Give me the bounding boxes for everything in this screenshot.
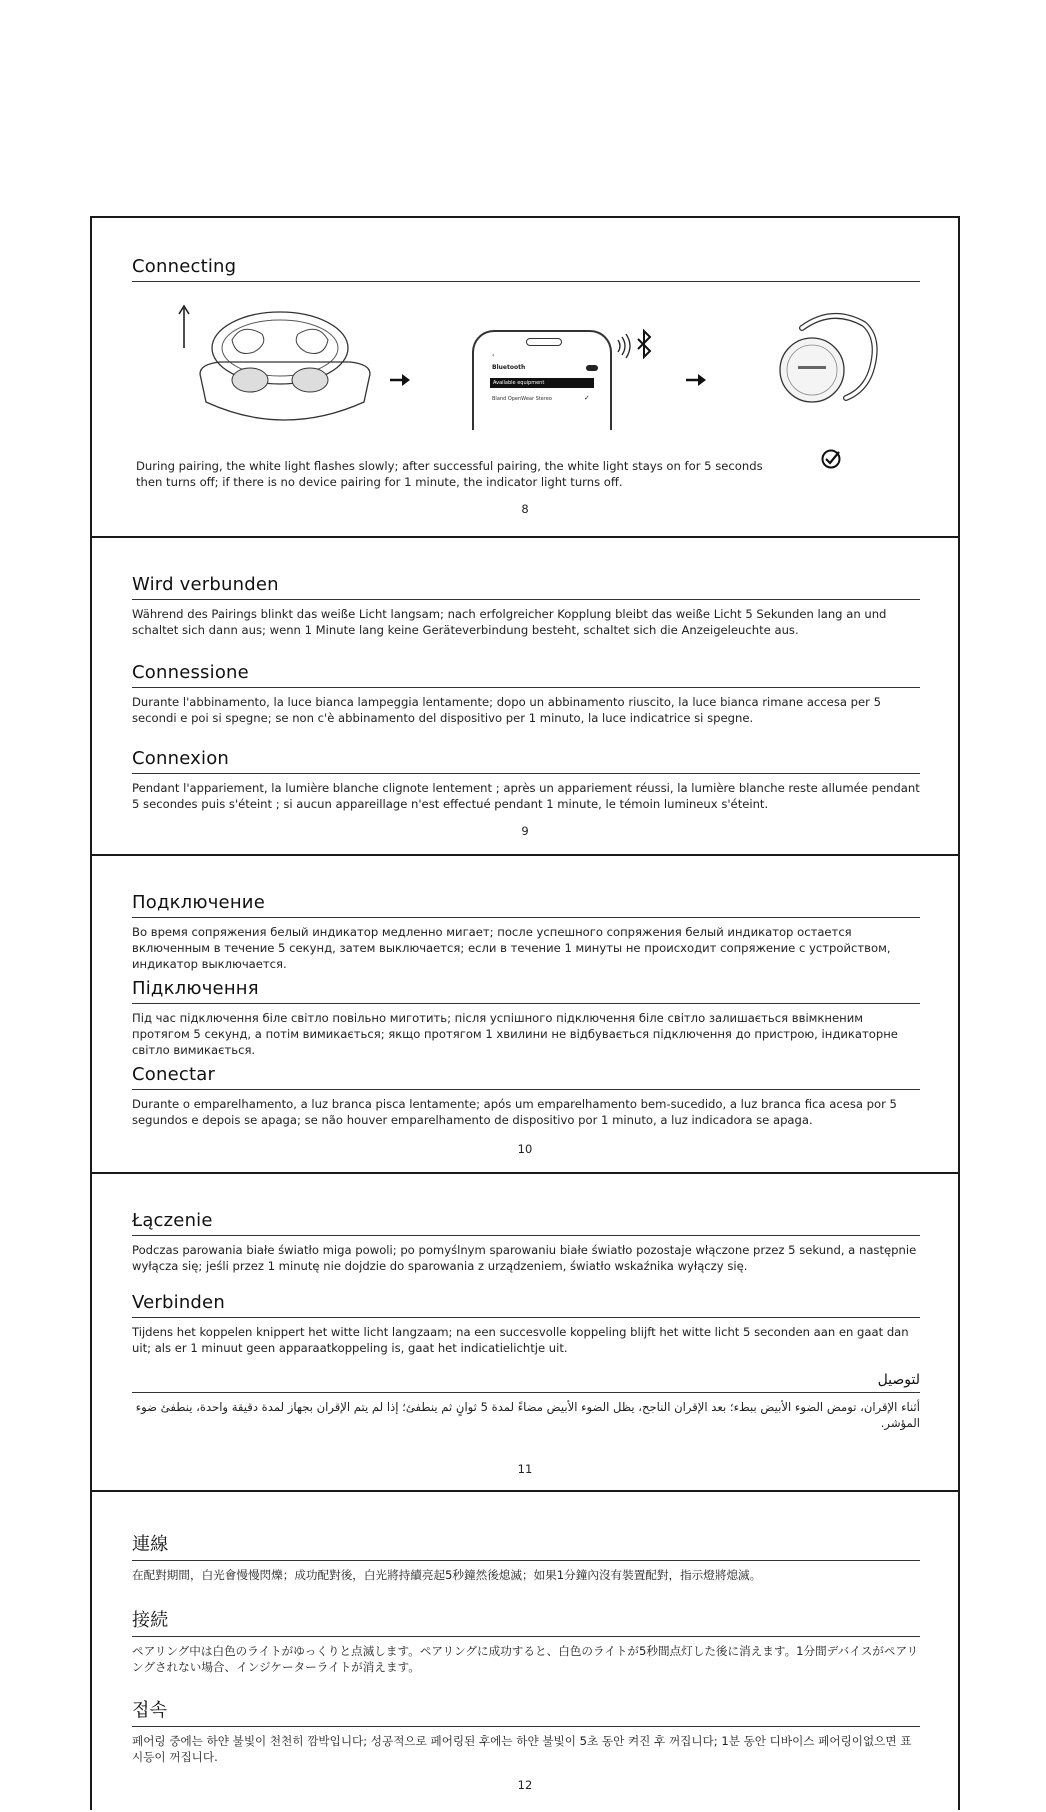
section-body: Во время сопряжения белый индикатор медленно мигает; после успешного сопряжения белый индикатор остается включенным в течение 5 секунд, затем выключается; если в течение 1 минуты не происходит сопряжение с устройством, индикатор выключается. xyxy=(132,925,891,971)
phone-bluetooth-title: Bluetooth xyxy=(492,364,526,371)
section-title: Wird verbunden xyxy=(132,574,920,600)
phone-toggle xyxy=(586,365,598,371)
section-title: Łączenie xyxy=(132,1210,920,1236)
section-body: 在配對期間，白光會慢慢閃爍；成功配對後，白光將持續亮起5秒鐘然後熄滅；如果1分鐘內沒有裝置配對，指示燈將熄滅。 xyxy=(132,1568,762,1582)
phone-illustration xyxy=(472,330,612,430)
section-body: Durante o emparelhamento, a luz branca pisca lentamente; após um emparelhamento bem-sucedido, a luz branca fica acesa por 5 segundos e depois se apaga; se não houver emparelhamento de dispositivo por 1 minuto, a luz indicadora se apaga. xyxy=(132,1097,897,1127)
section-body: Tijdens het koppelen knippert het witte licht langzaam; na een succesvolle koppeling blijft het witte licht 5 seconden aan en gaat dan uit; als er 1 minuut geen apparaatkoppeling is, gaat het indicatielichtje uit. xyxy=(132,1325,909,1355)
section-body: Pendant l'appariement, la lumière blanche clignote lentement ; après un appariement réussi, la lumière blanche reste allumée pendant 5 secondes puis s'éteint ; si aucun appareillage n'est effectué pendant 1 minute, le témoin lumineux s'éteint. xyxy=(132,781,920,811)
page-number: 9 xyxy=(521,824,529,838)
section-title: 接続 xyxy=(132,1606,920,1637)
section-title: Connexion xyxy=(132,748,920,774)
section-title: 連線 xyxy=(132,1530,920,1561)
section-title: Connecting xyxy=(132,256,920,282)
section-title: لتوصيل xyxy=(132,1372,920,1393)
section-title: Conectar xyxy=(132,1064,920,1090)
section-body: Podczas parowania białe światło miga powoli; po pomyślnym sparowaniu białe światło pozostaje włączone przez 5 sekund, a następnie wyłącza się; jeśli przez 1 minutę nie dojdzie do sparowania z urządzeniem, światło wskaźnika wyłączy się. xyxy=(132,1243,917,1273)
check-icon: ✓ xyxy=(584,394,590,402)
charging-case-illustration xyxy=(170,300,370,440)
phone-back-icon: ‹ xyxy=(492,352,495,359)
page-number: 8 xyxy=(521,502,529,516)
section-body: Während des Pairings blinkt das weiße Licht langsam; nach erfolgreicher Kopplung bleibt das weiße Licht 5 Sekunden lang an und schaltet sich dann aus; wenn 1 Minute lang keine Geräteverbindung besteht, schaltet sich die Anzeigeleuchte aus. xyxy=(132,607,887,637)
checkmark-circle-icon xyxy=(820,448,842,470)
manual-page-12 xyxy=(92,1490,958,1812)
arrow-right-icon xyxy=(388,371,412,389)
section-body: Під час підключення біле світло повільно миготить; після успішного підключення біле світло залишається ввімкненим протягом 5 секунд, а потім вимикається; якщо протягом 1 хвилини не відбувається підключення до пристрою, індикаторне світло вимикається. xyxy=(132,1011,898,1057)
page-number: 10 xyxy=(517,1142,533,1156)
manual-page-9 xyxy=(92,536,958,854)
section-body: أثناء الإقران، تومض الضوء الأبيض ببطء؛ بعد الإقران الناجح، يظل الضوء الأبيض مضاءً لمدة 5 ثوانٍ ثم ينطفئ؛ إذا لم يتم الإقران بجهاز لمدة دقيقة واحدة، ينطفئ ضوء المؤشر. xyxy=(135,1400,920,1430)
section-title: 접속 xyxy=(132,1696,920,1727)
section-body: 페어링 중에는 하얀 불빛이 천천히 깜박입니다; 성공적으로 페어링된 후에는 하얀 불빛이 5초 동안 켜진 후 꺼집니다; 1분 동안 디바이스 페어링이없으면 표시등이 꺼집니다. xyxy=(132,1734,912,1764)
arrow-right-icon xyxy=(684,371,708,389)
section-title: Verbinden xyxy=(132,1292,920,1318)
section-body: Durante l'abbinamento, la luce bianca lampeggia lentamente; dopo un abbinamento riuscito, la luce bianca rimane accesa per 5 secondi e poi si spegne; se non c'è abbinamento del dispositivo per 1 minuto, la luce indicatrice si spegne. xyxy=(132,695,881,725)
earbud-illustration xyxy=(774,308,884,418)
manual-page-11 xyxy=(92,1172,958,1490)
section-title: Connessione xyxy=(132,662,920,688)
manual-page-10 xyxy=(92,854,958,1172)
manual-frame xyxy=(90,216,960,1810)
phone-device-label: Bland OpenWear Stereo xyxy=(492,396,552,402)
page-number: 12 xyxy=(517,1778,533,1792)
section-title: Підключення xyxy=(132,978,920,1004)
bluetooth-icon xyxy=(614,328,664,364)
manual-page-8 xyxy=(92,218,958,536)
phone-available-label: Available equipment xyxy=(490,378,594,388)
phone-notch xyxy=(526,338,562,346)
page-number: 11 xyxy=(517,1462,533,1476)
section-body: ペアリング中は白色のライトがゆっくりと点滅します。ペアリングに成功すると、白色のライトが5秒間点灯した後に消えます。1分間デバイスがペアリングされない場合、インジケーターライトが消えます。 xyxy=(132,1644,919,1674)
section-body: During pairing, the white light flashes slowly; after successful pairing, the white light stays on for 5 seconds then turns off; if there is no device pairing for 1 minute, the indicator light turns off. xyxy=(136,459,763,489)
section-title: Подключение xyxy=(132,892,920,918)
